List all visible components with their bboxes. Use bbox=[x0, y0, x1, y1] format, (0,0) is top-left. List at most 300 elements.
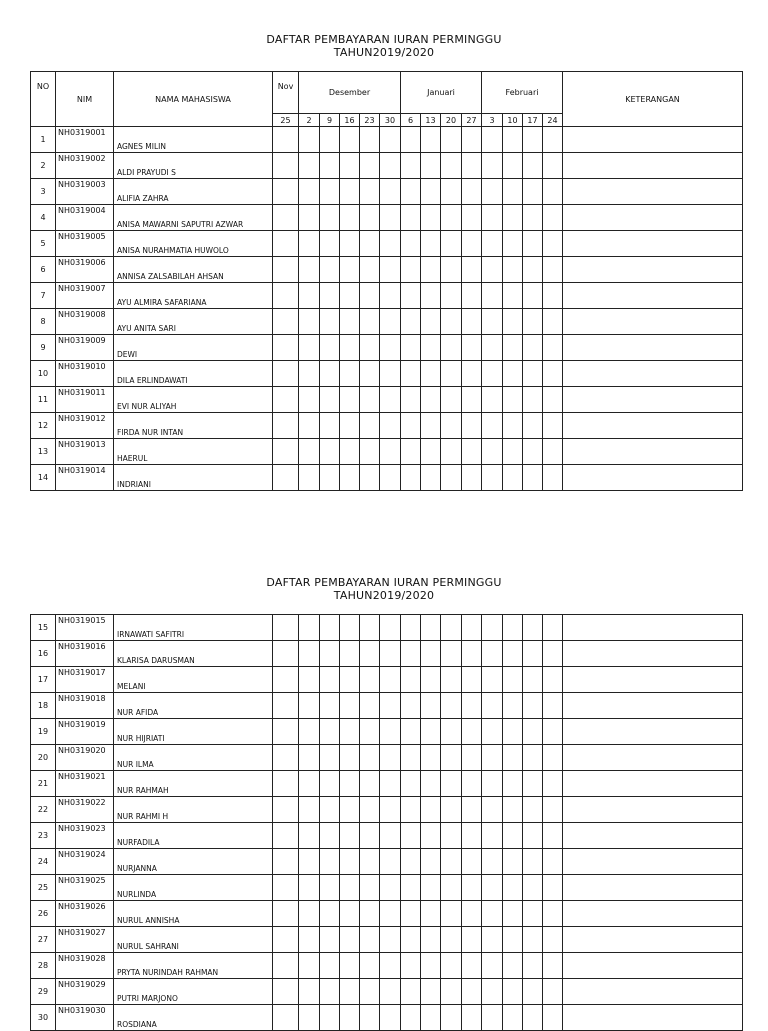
keterangan-cell bbox=[563, 979, 743, 1005]
keterangan-cell bbox=[563, 1005, 743, 1031]
payment-cell bbox=[320, 771, 340, 797]
header-date: 30 bbox=[380, 114, 401, 127]
payment-cell bbox=[441, 1005, 462, 1031]
payment-cell bbox=[421, 283, 441, 309]
payment-cell bbox=[503, 953, 523, 979]
payment-cell bbox=[380, 771, 401, 797]
payment-cell bbox=[462, 387, 482, 413]
payment-cell bbox=[380, 849, 401, 875]
payment-cell bbox=[273, 693, 299, 719]
payment-cell bbox=[523, 283, 543, 309]
payment-cell bbox=[401, 387, 421, 413]
table-row bbox=[31, 979, 743, 1005]
row-number: 15 bbox=[31, 615, 56, 641]
payment-cell bbox=[273, 439, 299, 465]
payment-cell bbox=[421, 257, 441, 283]
payment-cell bbox=[360, 465, 380, 491]
payment-cell bbox=[543, 901, 563, 927]
payment-cell bbox=[441, 875, 462, 901]
payment-cell bbox=[482, 1005, 503, 1031]
payment-cell bbox=[380, 641, 401, 667]
payment-cell bbox=[441, 745, 462, 771]
payment-cell bbox=[273, 257, 299, 283]
payment-cell bbox=[543, 361, 563, 387]
table-row bbox=[31, 179, 743, 205]
payment-cell bbox=[360, 309, 380, 335]
payment-cell bbox=[380, 387, 401, 413]
row-student-name: NURFADILA bbox=[114, 823, 273, 849]
table-row bbox=[31, 465, 743, 491]
payment-cell bbox=[320, 953, 340, 979]
payment-cell bbox=[441, 309, 462, 335]
payment-cell bbox=[523, 361, 543, 387]
payment-cell bbox=[421, 927, 441, 953]
payment-cell bbox=[462, 205, 482, 231]
payment-cell bbox=[503, 439, 523, 465]
payment-cell bbox=[523, 797, 543, 823]
payment-cell bbox=[299, 615, 320, 641]
payment-cell bbox=[340, 309, 360, 335]
payment-cell bbox=[360, 283, 380, 309]
payment-cell bbox=[503, 615, 523, 641]
payment-cell bbox=[462, 927, 482, 953]
payment-cell bbox=[340, 257, 360, 283]
payment-cell bbox=[401, 641, 421, 667]
payment-cell bbox=[523, 1005, 543, 1031]
payment-cell bbox=[441, 953, 462, 979]
row-nim: NH0319020 bbox=[56, 745, 114, 771]
payment-cell bbox=[320, 901, 340, 927]
payment-cell bbox=[543, 257, 563, 283]
payment-cell bbox=[360, 771, 380, 797]
header-date: 25 bbox=[273, 114, 299, 127]
payment-cell bbox=[543, 231, 563, 257]
payment-cell bbox=[401, 901, 421, 927]
payment-cell bbox=[401, 719, 421, 745]
payment-cell bbox=[299, 413, 320, 439]
table-row bbox=[31, 361, 743, 387]
row-number: 11 bbox=[31, 387, 56, 413]
row-nim: NH0319002 bbox=[56, 153, 114, 179]
row-student-name: NUR ILMA bbox=[114, 745, 273, 771]
payment-cell bbox=[503, 205, 523, 231]
payment-cell bbox=[503, 231, 523, 257]
payment-cell bbox=[543, 823, 563, 849]
payment-cell bbox=[503, 641, 523, 667]
payment-cell bbox=[340, 413, 360, 439]
payment-cell bbox=[421, 979, 441, 1005]
payment-cell bbox=[340, 823, 360, 849]
payment-cell bbox=[441, 127, 462, 153]
keterangan-cell bbox=[563, 719, 743, 745]
payment-cell bbox=[482, 283, 503, 309]
payment-cell bbox=[380, 257, 401, 283]
payment-cell bbox=[482, 615, 503, 641]
payment-cell bbox=[503, 797, 523, 823]
payment-cell bbox=[441, 797, 462, 823]
row-nim: NH0319003 bbox=[56, 179, 114, 205]
table-row bbox=[31, 205, 743, 231]
payment-cell bbox=[401, 875, 421, 901]
payment-cell bbox=[273, 231, 299, 257]
row-number: 4 bbox=[31, 205, 56, 231]
payment-cell bbox=[421, 823, 441, 849]
payment-cell bbox=[543, 615, 563, 641]
payment-cell bbox=[273, 875, 299, 901]
row-student-name: AGNES MILIN bbox=[114, 127, 273, 153]
payment-cell bbox=[482, 205, 503, 231]
payment-cell bbox=[441, 693, 462, 719]
payment-cell bbox=[299, 641, 320, 667]
table-row bbox=[31, 719, 743, 745]
payment-cell bbox=[523, 823, 543, 849]
payment-cell bbox=[299, 335, 320, 361]
row-nim: NH0319013 bbox=[56, 439, 114, 465]
payment-cell bbox=[523, 335, 543, 361]
row-nim: NH0319009 bbox=[56, 335, 114, 361]
payment-cell bbox=[503, 387, 523, 413]
keterangan-cell bbox=[563, 335, 743, 361]
payment-cell bbox=[441, 413, 462, 439]
payment-cell bbox=[421, 205, 441, 231]
payment-cell bbox=[380, 179, 401, 205]
payment-cell bbox=[340, 849, 360, 875]
payment-cell bbox=[462, 257, 482, 283]
payment-cell bbox=[273, 953, 299, 979]
keterangan-cell bbox=[563, 901, 743, 927]
payment-cell bbox=[273, 901, 299, 927]
payment-cell bbox=[523, 439, 543, 465]
payment-cell bbox=[320, 1005, 340, 1031]
table-row bbox=[31, 953, 743, 979]
payment-cell bbox=[299, 127, 320, 153]
payment-cell bbox=[360, 693, 380, 719]
row-student-name: DEWI bbox=[114, 335, 273, 361]
row-number: 9 bbox=[31, 335, 56, 361]
table-row bbox=[31, 901, 743, 927]
payment-cell bbox=[462, 667, 482, 693]
payment-cell bbox=[482, 849, 503, 875]
payment-cell bbox=[523, 413, 543, 439]
row-student-name: PUTRI MARJONO bbox=[114, 979, 273, 1005]
row-number: 22 bbox=[31, 797, 56, 823]
row-student-name: NUR HIJRIATI bbox=[114, 719, 273, 745]
payment-cell bbox=[421, 771, 441, 797]
payment-cell bbox=[380, 823, 401, 849]
payment-cell bbox=[503, 875, 523, 901]
payment-cell bbox=[320, 361, 340, 387]
payment-cell bbox=[421, 153, 441, 179]
payment-cell bbox=[401, 231, 421, 257]
payment-cell bbox=[523, 901, 543, 927]
payment-cell bbox=[523, 771, 543, 797]
payment-cell bbox=[421, 465, 441, 491]
payment-cell bbox=[462, 693, 482, 719]
payment-cell bbox=[482, 257, 503, 283]
payment-cell bbox=[380, 127, 401, 153]
payment-cell bbox=[482, 693, 503, 719]
payment-cell bbox=[401, 927, 421, 953]
payment-cell bbox=[273, 361, 299, 387]
payment-cell bbox=[543, 465, 563, 491]
payment-cell bbox=[340, 205, 360, 231]
payment-cell bbox=[543, 875, 563, 901]
payment-cell bbox=[441, 667, 462, 693]
payment-cell bbox=[340, 927, 360, 953]
payment-cell bbox=[340, 771, 360, 797]
payment-cell bbox=[482, 745, 503, 771]
payment-cell bbox=[462, 979, 482, 1005]
payment-cell bbox=[523, 153, 543, 179]
payment-cell bbox=[299, 823, 320, 849]
payment-cell bbox=[320, 283, 340, 309]
payment-cell bbox=[503, 979, 523, 1005]
keterangan-cell bbox=[563, 309, 743, 335]
payment-cell bbox=[273, 667, 299, 693]
payment-cell bbox=[320, 231, 340, 257]
row-number: 7 bbox=[31, 283, 56, 309]
row-student-name: EVI NUR ALIYAH bbox=[114, 387, 273, 413]
payment-cell bbox=[299, 927, 320, 953]
payment-cell bbox=[543, 979, 563, 1005]
payment-cell bbox=[523, 257, 543, 283]
payment-cell bbox=[462, 849, 482, 875]
payment-cell bbox=[401, 771, 421, 797]
payment-cell bbox=[523, 387, 543, 413]
keterangan-cell bbox=[563, 465, 743, 491]
payment-cell bbox=[380, 205, 401, 231]
row-student-name: NURUL SAHRANI bbox=[114, 927, 273, 953]
payment-cell bbox=[380, 719, 401, 745]
payment-cell bbox=[462, 641, 482, 667]
payment-cell bbox=[462, 231, 482, 257]
row-student-name: NURJANNA bbox=[114, 849, 273, 875]
row-number: 19 bbox=[31, 719, 56, 745]
payment-cell bbox=[320, 927, 340, 953]
row-number: 23 bbox=[31, 823, 56, 849]
payment-cell bbox=[273, 283, 299, 309]
payment-cell bbox=[503, 179, 523, 205]
payment-cell bbox=[441, 465, 462, 491]
payment-cell bbox=[523, 667, 543, 693]
table-row bbox=[31, 335, 743, 361]
header-month: Desember bbox=[299, 72, 401, 114]
table-row bbox=[31, 849, 743, 875]
row-number: 28 bbox=[31, 953, 56, 979]
row-nim: NH0319014 bbox=[56, 465, 114, 491]
row-student-name: IRNAWATI SAFITRI bbox=[114, 615, 273, 641]
payment-cell bbox=[462, 615, 482, 641]
payment-cell bbox=[320, 205, 340, 231]
payment-cell bbox=[482, 153, 503, 179]
payment-cell bbox=[401, 283, 421, 309]
payment-cell bbox=[320, 257, 340, 283]
payment-cell bbox=[380, 797, 401, 823]
payment-cell bbox=[401, 823, 421, 849]
row-number: 24 bbox=[31, 849, 56, 875]
payment-cell bbox=[462, 153, 482, 179]
payment-cell bbox=[380, 309, 401, 335]
header-date: 20 bbox=[441, 114, 462, 127]
payment-cell bbox=[380, 1005, 401, 1031]
payment-cell bbox=[360, 667, 380, 693]
payment-cell bbox=[380, 875, 401, 901]
payment-cell bbox=[462, 953, 482, 979]
payment-cell bbox=[401, 1005, 421, 1031]
payment-cell bbox=[380, 693, 401, 719]
table-row bbox=[31, 387, 743, 413]
header-date: 9 bbox=[320, 114, 340, 127]
payment-cell bbox=[523, 465, 543, 491]
row-nim: NH0319026 bbox=[56, 901, 114, 927]
payment-cell bbox=[320, 335, 340, 361]
row-student-name: INDRIANI bbox=[114, 465, 273, 491]
payment-cell bbox=[482, 641, 503, 667]
payment-cell bbox=[543, 667, 563, 693]
keterangan-cell bbox=[563, 361, 743, 387]
payment-cell bbox=[340, 335, 360, 361]
payment-cell bbox=[401, 439, 421, 465]
payment-cell bbox=[441, 439, 462, 465]
payment-cell bbox=[380, 153, 401, 179]
payment-cell bbox=[523, 849, 543, 875]
header-no: NO bbox=[31, 72, 56, 127]
payment-cell bbox=[462, 439, 482, 465]
payment-cell bbox=[340, 465, 360, 491]
payment-cell bbox=[360, 361, 380, 387]
payment-cell bbox=[320, 875, 340, 901]
header-nim: NIM bbox=[56, 72, 114, 127]
payment-cell bbox=[462, 465, 482, 491]
row-student-name: NURUL ANNISHA bbox=[114, 901, 273, 927]
payment-cell bbox=[482, 335, 503, 361]
payment-cell bbox=[523, 719, 543, 745]
header-month: Februari bbox=[482, 72, 563, 114]
payment-cell bbox=[543, 1005, 563, 1031]
payment-cell bbox=[421, 615, 441, 641]
header-date: 13 bbox=[421, 114, 441, 127]
payment-cell bbox=[523, 745, 543, 771]
payment-cell bbox=[401, 667, 421, 693]
payment-cell bbox=[320, 309, 340, 335]
row-number: 3 bbox=[31, 179, 56, 205]
header-nama-mahasiswa: NAMA MAHASISWA bbox=[114, 72, 273, 127]
table-row bbox=[31, 771, 743, 797]
payment-cell bbox=[299, 361, 320, 387]
payment-cell bbox=[360, 1005, 380, 1031]
row-nim: NH0319022 bbox=[56, 797, 114, 823]
payment-cell bbox=[273, 615, 299, 641]
keterangan-cell bbox=[563, 205, 743, 231]
payment-cell bbox=[523, 979, 543, 1005]
keterangan-cell bbox=[563, 823, 743, 849]
title-line-1: DAFTAR PEMBAYARAN IURAN PERMINGGU bbox=[266, 33, 502, 46]
payment-cell bbox=[523, 953, 543, 979]
table-row bbox=[31, 641, 743, 667]
table-row bbox=[31, 693, 743, 719]
payment-cell bbox=[503, 901, 523, 927]
payment-cell bbox=[360, 231, 380, 257]
row-nim: NH0319025 bbox=[56, 875, 114, 901]
payment-cell bbox=[523, 693, 543, 719]
payment-cell bbox=[543, 797, 563, 823]
row-student-name: PRYTA NURINDAH RAHMAN bbox=[114, 953, 273, 979]
payment-cell bbox=[320, 615, 340, 641]
payment-cell bbox=[273, 465, 299, 491]
payment-cell bbox=[299, 1005, 320, 1031]
payment-cell bbox=[273, 205, 299, 231]
payment-cell bbox=[320, 413, 340, 439]
header-month: Januari bbox=[401, 72, 482, 114]
payment-cell bbox=[380, 335, 401, 361]
header-row-months bbox=[31, 72, 743, 114]
table-row bbox=[31, 823, 743, 849]
payment-cell bbox=[273, 719, 299, 745]
payment-cell bbox=[299, 387, 320, 413]
payment-cell bbox=[503, 413, 523, 439]
row-number: 25 bbox=[31, 875, 56, 901]
payment-cell bbox=[380, 615, 401, 641]
payment-cell bbox=[482, 361, 503, 387]
row-student-name: DILA ERLINDAWATI bbox=[114, 361, 273, 387]
payment-cell bbox=[320, 979, 340, 1005]
row-nim: NH0319017 bbox=[56, 667, 114, 693]
payment-cell bbox=[482, 797, 503, 823]
payment-cell bbox=[340, 953, 360, 979]
row-student-name: ANISA NURAHMATIA HUWOLO bbox=[114, 231, 273, 257]
payment-cell bbox=[421, 439, 441, 465]
payment-cell bbox=[441, 335, 462, 361]
row-student-name: ALDI PRAYUDI S bbox=[114, 153, 273, 179]
payment-cell bbox=[360, 719, 380, 745]
table-row bbox=[31, 797, 743, 823]
payment-cell bbox=[299, 693, 320, 719]
payment-cell bbox=[299, 875, 320, 901]
payment-cell bbox=[340, 439, 360, 465]
payment-cell bbox=[360, 979, 380, 1005]
keterangan-cell bbox=[563, 231, 743, 257]
payment-cell bbox=[360, 615, 380, 641]
row-student-name: AYU ANITA SARI bbox=[114, 309, 273, 335]
payment-cell bbox=[441, 927, 462, 953]
payment-cell bbox=[380, 361, 401, 387]
payment-cell bbox=[543, 719, 563, 745]
payment-cell bbox=[380, 745, 401, 771]
payment-cell bbox=[462, 823, 482, 849]
payment-cell bbox=[320, 641, 340, 667]
payment-cell bbox=[441, 849, 462, 875]
row-student-name: MELANI bbox=[114, 667, 273, 693]
row-nim: NH0319018 bbox=[56, 693, 114, 719]
payment-cell bbox=[299, 797, 320, 823]
payment-cell bbox=[380, 667, 401, 693]
payment-cell bbox=[421, 335, 441, 361]
payment-cell bbox=[360, 439, 380, 465]
keterangan-cell bbox=[563, 693, 743, 719]
payment-cell bbox=[273, 797, 299, 823]
payment-cell bbox=[543, 283, 563, 309]
payment-table-page-2 bbox=[30, 614, 743, 1031]
row-number: 30 bbox=[31, 1005, 56, 1031]
keterangan-cell bbox=[563, 615, 743, 641]
payment-cell bbox=[441, 615, 462, 641]
payment-cell bbox=[482, 413, 503, 439]
payment-cell bbox=[441, 153, 462, 179]
row-nim: NH0319019 bbox=[56, 719, 114, 745]
payment-cell bbox=[401, 953, 421, 979]
payment-cell bbox=[421, 875, 441, 901]
payment-cell bbox=[503, 667, 523, 693]
